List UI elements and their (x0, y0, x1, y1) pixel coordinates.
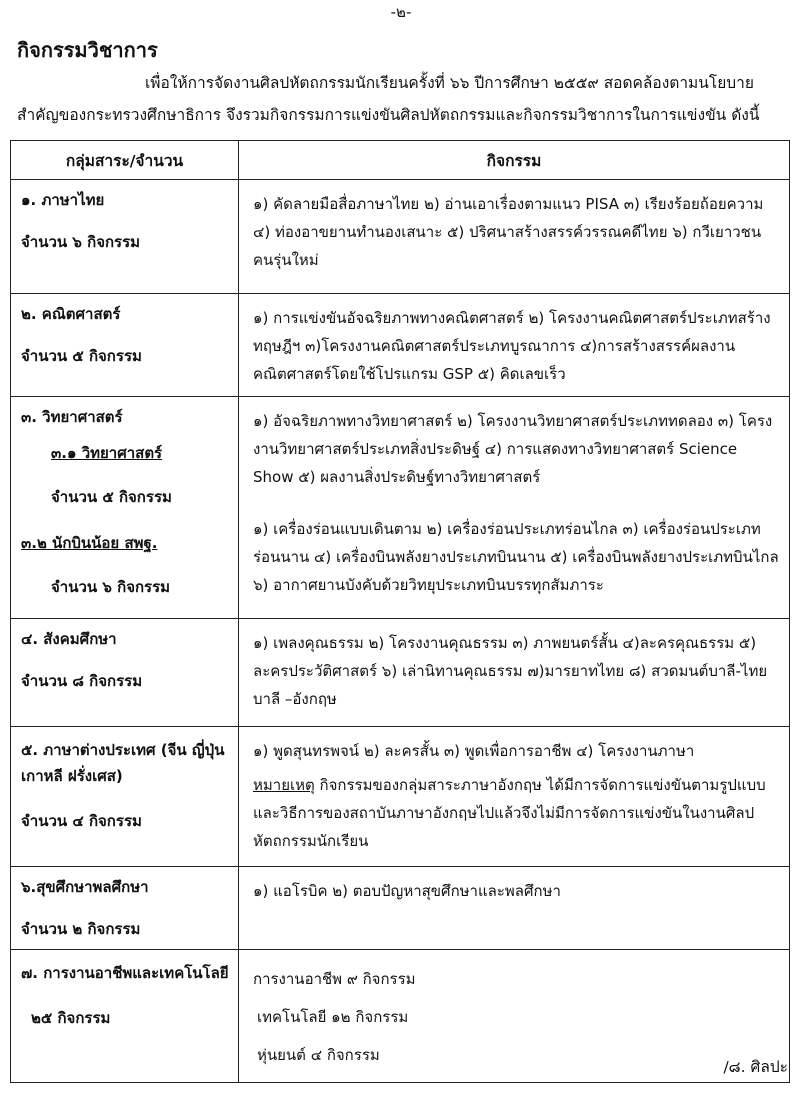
table-row (11, 294, 790, 397)
group-name: ๒. คณิตศาสตร์ (21, 305, 121, 323)
group-cell (11, 619, 239, 727)
group-name: ๕. ภาษาต่างประเทศ (จีน ญี่ปุ่น เกาหลี ฝรั่งเศส) (21, 741, 225, 785)
header-activities: กิจกรรม (239, 141, 790, 180)
intro-line-1: เพื่อให้การจัดงานศิลปหัตถกรรมนักเรียนครั้งที่ ๖๖ ปีการศึกษา ๒๕๕๙ สอดคล้องตามนโยบาย (145, 74, 754, 92)
intro-line-2: สำคัญของกระทรวงศึกษาธิการ จึงรวมกิจกรรมการแข่งขันศิลปหัตถกรรมและกิจกรรมวิชาการในการแข่งขัน ดังนี้ (17, 106, 760, 124)
group-name: ๗. การงานอาชีพและเทคโนโลยี (21, 964, 229, 982)
group-count: จำนวน ๒ กิจกรรม (21, 920, 141, 938)
activities-text: ๑) อัจฉริยภาพทางวิทยาศาสตร์ ๒) โครงงานวิทยาศาสตร์ประเภททดลอง ๓) โครงงานวิทยาศาสตร์ประเภทสิ่งประดิษฐ์ ๔) การแสดงทางวิทยาศาสตร์ Science Show ๕) ผลงานสิ่งประดิษฐ์ทางวิทยาศาสตร์ (253, 412, 773, 486)
subgroup-count: จำนวน ๕ กิจกรรม (51, 488, 172, 506)
table-row (11, 180, 790, 294)
group-count: จำนวน ๘ กิจกรรม (21, 672, 143, 690)
group-cell (11, 180, 239, 294)
activities-text: ๑) พูดสุนทรพจน์ ๒) ละครสั้น ๓) พูดเพื่อการอาชีพ ๔) โครงงานภาษา (253, 742, 695, 760)
table-row (11, 950, 790, 1083)
activities-cell (239, 950, 790, 1083)
activities-text: ๑) เพลงคุณธรรม ๒) โครงงานคุณธรรม ๓) ภาพยนตร์สั้น ๔)ละครคุณธรรม ๕) ละครประวัติศาสตร์ ๖) เล่านิทานคุณธรรม ๗)มารยาทไทย ๘) สวดมนต์บาลี-ไทย บาลี –อังกฤษ (253, 634, 768, 708)
note-label: หมายเหตุ (253, 776, 315, 794)
continuation-footer: /๘. ศิลปะ (723, 1058, 788, 1076)
activities-cell (239, 867, 790, 950)
activities-cell (239, 294, 790, 397)
table-row (11, 867, 790, 950)
activities-text: ๑) เครื่องร่อนแบบเดินตาม ๒) เครื่องร่อนประเภทร่อนไกล ๓) เครื่องร่อนประเภทร่อนนาน ๔) เครื่องบินพลังยางประเภทบินนาน ๕) เครื่องบินพลังยางประเภทบินไกล ๖) อากาศยานบังคับด้วยวิทยุประเภทบินบรรทุกสัมภาระ (253, 520, 779, 594)
header-group-count: กลุ่มสาระ/จำนวน (11, 141, 239, 180)
group-cell (11, 727, 239, 867)
group-name: ๑. ภาษาไทย (21, 191, 105, 209)
group-count: จำนวน ๔ กิจกรรม (21, 812, 142, 830)
table-row (11, 619, 790, 727)
note (253, 771, 779, 855)
activities-text: ๑) แอโรบิค ๒) ตอบปัญหาสุขศึกษาและพลศึกษา (253, 882, 561, 900)
activities-cell (239, 397, 790, 619)
table-header-row (11, 141, 790, 180)
group-cell (11, 294, 239, 397)
activities-cell (239, 180, 790, 294)
subgroup-title: ๓.๒ นักบินน้อย สพฐ. (21, 534, 158, 552)
table-row (11, 727, 790, 867)
group-count: จำนวน ๖ กิจกรรม (21, 233, 141, 251)
activities-table (10, 140, 790, 1083)
table-row (11, 397, 790, 619)
group-name: ๖.สุขศึกษาพลศึกษา (21, 878, 149, 896)
group-cell (11, 950, 239, 1083)
activities-line: หุ่นยนต์ ๔ กิจกรรม (257, 1046, 380, 1064)
page-number: -๒- (390, 3, 412, 21)
subgroup-title: ๓.๑ วิทยาศาสตร์ (51, 444, 163, 462)
activities-cell (239, 727, 790, 867)
subgroup-count: จำนวน ๖ กิจกรรม (51, 578, 171, 596)
activities-line: การงานอาชีพ ๙ กิจกรรม (253, 970, 416, 988)
group-cell (11, 397, 239, 619)
group-name: ๔. สังคมศึกษา (21, 630, 117, 648)
activities-text: ๑) คัดลายมือสื่อภาษาไทย ๒) อ่านเอาเรื่องตามแนว PISA ๓) เรียงร้อยถ้อยความ ๔) ท่องอาขยานทำนองเสนาะ ๕) ปริศนาสร้างสรรค์วรรณคดีไทย ๖) กวีเยาวชนคนรุ่นใหม่ (253, 195, 764, 269)
group-count: ๒๕ กิจกรรม (31, 1009, 111, 1027)
section-heading: กิจกรรมวิชาการ (17, 38, 158, 62)
group-name: ๓. วิทยาศาสตร์ (21, 408, 123, 426)
activities-cell (239, 619, 790, 727)
note-text: กิจกรรมของกลุ่มสาระภาษาอังกฤษ ได้มีการจัดการแข่งขันตามรูปแบบและวิธีการของสถาบันภาษาอังกฤษไปแล้วจึงไม่มีการจัดการแข่งขันในงานศิลปหัตถกรรมนักเรียน (253, 776, 766, 850)
activities-text: ๑) การแข่งขันอัจฉริยภาพทางคณิตศาสตร์ ๒) โครงงานคณิตศาสตร์ประเภทสร้างทฤษฎีฯ ๓)โครงงานคณิตศาสตร์ประเภทบูรณาการ ๔)การสร้างสรรค์ผลงานคณิตศาสตร์โดยใช้โปรแกรม GSP ๕) คิดเลขเร็ว (253, 309, 771, 383)
group-count: จำนวน ๕ กิจกรรม (21, 347, 142, 365)
activities-line: เทคโนโลยี ๑๒ กิจกรรม (257, 1008, 409, 1026)
group-cell (11, 867, 239, 950)
